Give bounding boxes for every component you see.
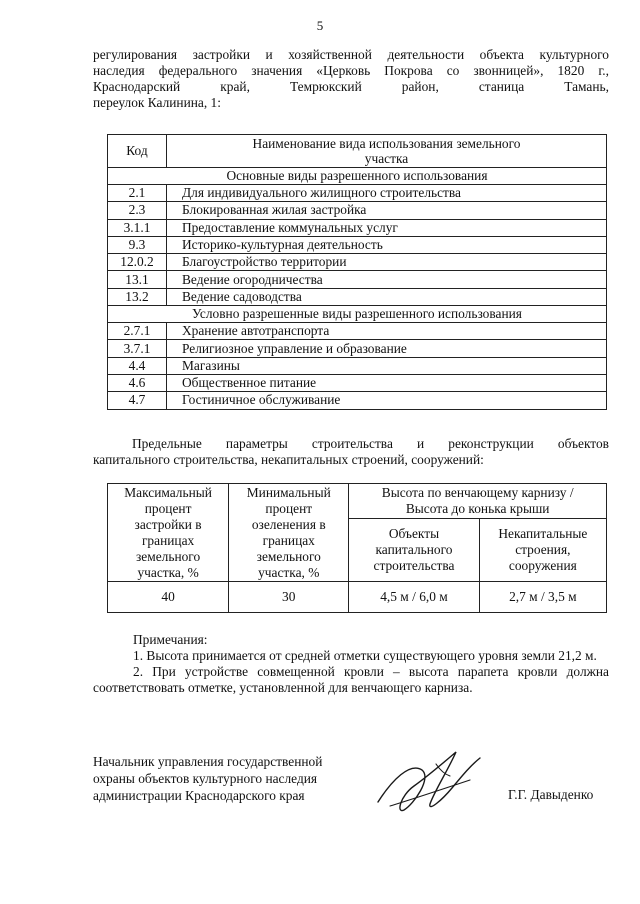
header-name-line: Наименование вида использования земельного (252, 136, 521, 151)
table-row (108, 340, 607, 357)
notes-title: Примечания: (133, 632, 208, 647)
header-line: Максимальный (124, 484, 212, 500)
header-line: границах (141, 532, 195, 548)
header-capital-objects (349, 519, 479, 582)
table-row (108, 374, 607, 391)
row-name: Блокированная жилая застройка (167, 202, 607, 219)
row-name: Хранение автотранспорта (167, 323, 607, 340)
intro-line: Краснодарский край, Темрюкский район, станица Тамань, (93, 79, 609, 94)
value-noncapital-height: 2,7 м / 3,5 м (479, 582, 606, 613)
header-line: строения, (515, 542, 571, 557)
intro-line: наследия федерального значения «Церковь Покрова со звонницей», 1820 г., (93, 63, 609, 78)
table-row (108, 185, 607, 202)
land-use-table (107, 134, 607, 410)
table-row (108, 271, 607, 288)
handwritten-signature (370, 740, 490, 820)
header-line: Объекты (388, 526, 440, 541)
row-code: 4.4 (108, 357, 167, 374)
header-name (167, 135, 607, 168)
value-min-greenery: 30 (229, 582, 349, 613)
header-line: участка, % (137, 564, 199, 580)
header-line: сооружения (508, 558, 577, 573)
header-line: Минимальный (246, 484, 331, 500)
notes (93, 632, 609, 696)
row-code: 2.1 (108, 185, 167, 202)
row-code: 3.7.1 (108, 340, 167, 357)
header-max-coverage (108, 484, 229, 582)
value-max-coverage: 40 (108, 582, 229, 613)
row-name: Магазины (167, 357, 607, 374)
header-noncapital-structures (479, 519, 606, 582)
row-name: Гостиничное обслуживание (167, 392, 607, 409)
table-row (108, 288, 607, 305)
header-code: Код (108, 135, 167, 168)
value-capital-height: 4,5 м / 6,0 м (349, 582, 479, 613)
note-item: 2. При устройстве совмещенной кровли – высота парапета кровли должна соответствовать отметке, установленной для венчающего карниза. (93, 664, 609, 695)
position-line: охраны объектов культурного наследия (93, 771, 318, 786)
signatory-position (93, 753, 393, 804)
params-table (107, 483, 607, 613)
row-name: Благоустройство территории (167, 254, 607, 271)
table-row (108, 392, 607, 409)
page-number: 5 (316, 18, 324, 33)
intro-line: переулок Калинина, 1: (93, 95, 221, 110)
row-name: Религиозное управление и образование (167, 340, 607, 357)
header-line: земельного (256, 548, 321, 564)
header-height (349, 484, 607, 519)
row-name: Ведение огородничества (167, 271, 607, 288)
row-code: 12.0.2 (108, 254, 167, 271)
header-line: Некапитальные (498, 526, 588, 541)
note-item: 1. Высота принимается от средней отметки существующего уровня земли 21,2 м. (133, 648, 597, 663)
row-name: Общественное питание (167, 374, 607, 391)
params-intro-line: Предельные параметры строительства и реконструкции объектов (132, 436, 609, 451)
table-row (108, 582, 607, 613)
row-code: 4.6 (108, 374, 167, 391)
section-title: Условно разрешенные виды разрешенного использования (108, 306, 607, 323)
header-line: участка, % (258, 564, 320, 580)
row-code: 13.2 (108, 288, 167, 305)
intro-line: регулирования застройки и хозяйственной деятельности объекта культурного (93, 47, 609, 62)
header-line: Высота до конька крыши (405, 501, 550, 516)
table-row (108, 219, 607, 236)
header-line: земельного (136, 548, 201, 564)
header-line: процент (265, 500, 313, 516)
row-code: 9.3 (108, 236, 167, 253)
row-name: Историко-культурная деятельность (167, 236, 607, 253)
header-line: капитального (375, 542, 453, 557)
row-name: Предоставление коммунальных услуг (167, 219, 607, 236)
header-line: застройки в (134, 516, 202, 532)
header-min-greenery (229, 484, 349, 582)
table-row (108, 323, 607, 340)
table-row (108, 254, 607, 271)
header-line: границах (262, 532, 315, 548)
header-line: строительства (373, 558, 455, 573)
position-line: администрации Краснодарского края (93, 788, 305, 803)
row-code: 3.1.1 (108, 219, 167, 236)
header-line: Высота по венчающему карнизу / (381, 485, 574, 500)
header-line: процент (144, 500, 192, 516)
header-name-line: участка (364, 151, 409, 166)
row-name: Ведение садоводства (167, 288, 607, 305)
params-intro-line: капитального строительства, некапитальных строений, сооружений: (93, 452, 484, 467)
row-name: Для индивидуального жилищного строительства (167, 185, 607, 202)
section-title: Основные виды разрешенного использования (108, 168, 607, 185)
header-line: озеленения в (251, 516, 326, 532)
params-intro (93, 436, 609, 468)
row-code: 4.7 (108, 392, 167, 409)
signer-name: Г.Г. Давыденко (508, 787, 594, 802)
row-code: 13.1 (108, 271, 167, 288)
table-row (108, 202, 607, 219)
row-code: 2.7.1 (108, 323, 167, 340)
position-line: Начальник управления государственной (93, 754, 323, 769)
table-row (108, 236, 607, 253)
intro-paragraph (93, 47, 609, 111)
table-row (108, 357, 607, 374)
row-code: 2.3 (108, 202, 167, 219)
